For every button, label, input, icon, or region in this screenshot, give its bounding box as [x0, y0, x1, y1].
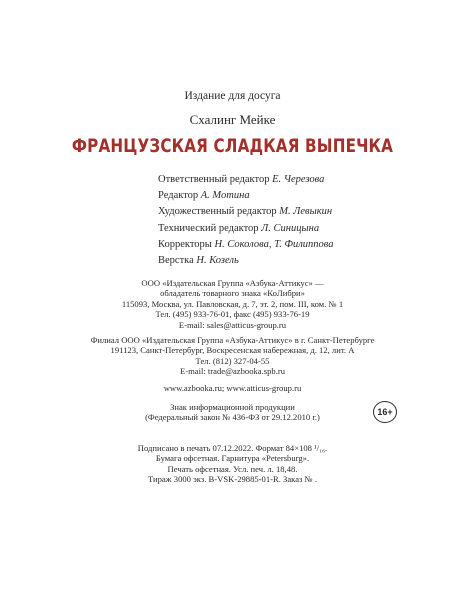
- branch-line: E-mail: trade@azbooka.spb.ru: [179, 366, 286, 377]
- publisher-line: Тел. (495) 933-76-01, факс (495) 933-76-19: [155, 309, 310, 320]
- credit-role: Корректоры: [158, 238, 212, 250]
- publisher-line: ООО «Издательская Группа «Азбука-Аттикус» —: [141, 278, 324, 288]
- author-name: Схалинг Мейке: [189, 112, 276, 127]
- publisher-block: [0, 278, 465, 330]
- branch-line: Филиал ООО «Издательская Группа «Азбука-Аттикус» в г. Санкт-Петербурге: [90, 335, 375, 345]
- credit-name: Е. Черезова: [272, 174, 325, 185]
- credit-role: Технический редактор: [158, 222, 259, 234]
- printing-block: [0, 443, 465, 485]
- websites-line: [0, 383, 465, 393]
- publisher-line: 115093, Москва, ул. Павловская, д. 7, эт. 2, пом. III, ком. № 1: [121, 298, 344, 309]
- series-label: Издание для досуга: [184, 90, 281, 102]
- credit-name: Л. Синицына: [261, 222, 320, 234]
- age-rating-badge: 16+: [373, 401, 397, 423]
- printing-line: Бумага офсетная. Гарнитура «Petersburg».: [155, 453, 310, 464]
- websites-text: www.azbooka.ru; www.atticus-group.ru: [163, 383, 302, 393]
- credit-line: [158, 204, 334, 220]
- credit-name: Н. Соколова, Т. Филиппова: [214, 238, 334, 250]
- publisher-line: E-mail: sales@atticus-group.ru: [178, 319, 287, 330]
- printing-line: Печать офсетная. Усл. печ. л. 18,48.: [167, 463, 298, 474]
- credits-list: [158, 172, 334, 269]
- credit-role: Ответственный редактор: [158, 174, 270, 185]
- credit-role: Художественный редактор: [158, 206, 277, 218]
- credit-role: Верстка: [158, 255, 194, 267]
- book-title: ФРАНЦУЗСКАЯ СЛАДКАЯ ВЫПЕЧКА: [71, 135, 394, 157]
- branch-block: [0, 335, 465, 377]
- publisher-line: обладатель товарного знака «КоЛибри»: [160, 288, 305, 299]
- credit-name: Н. Козель: [196, 255, 239, 267]
- credit-role: Редактор: [158, 190, 199, 202]
- printing-line: Тираж 3000 экз. B-VSK-29885-01-R. Заказ № .: [147, 474, 318, 485]
- branch-line: 191123, Санкт-Петербург, Воскресенская набережная, д. 12, лит. А: [110, 345, 355, 356]
- credit-line: [158, 221, 334, 237]
- credit-line: [158, 172, 334, 188]
- credit-line: [158, 188, 334, 204]
- sign-line: Знак информационной продукции: [170, 402, 295, 412]
- printing-line: Подписано в печать 07.12.2022. Формат 84×108 ¹/₁₆.: [137, 443, 328, 453]
- credit-line: [158, 237, 334, 253]
- branch-line: Тел. (812) 327-04-55: [195, 355, 270, 366]
- credit-name: М. Левыкин: [279, 206, 333, 218]
- credit-name: А. Мотина: [200, 190, 250, 202]
- sign-line: (Федеральный закон № 436-ФЗ от 29.12.2010 г.): [145, 412, 320, 423]
- credit-line: [158, 253, 334, 269]
